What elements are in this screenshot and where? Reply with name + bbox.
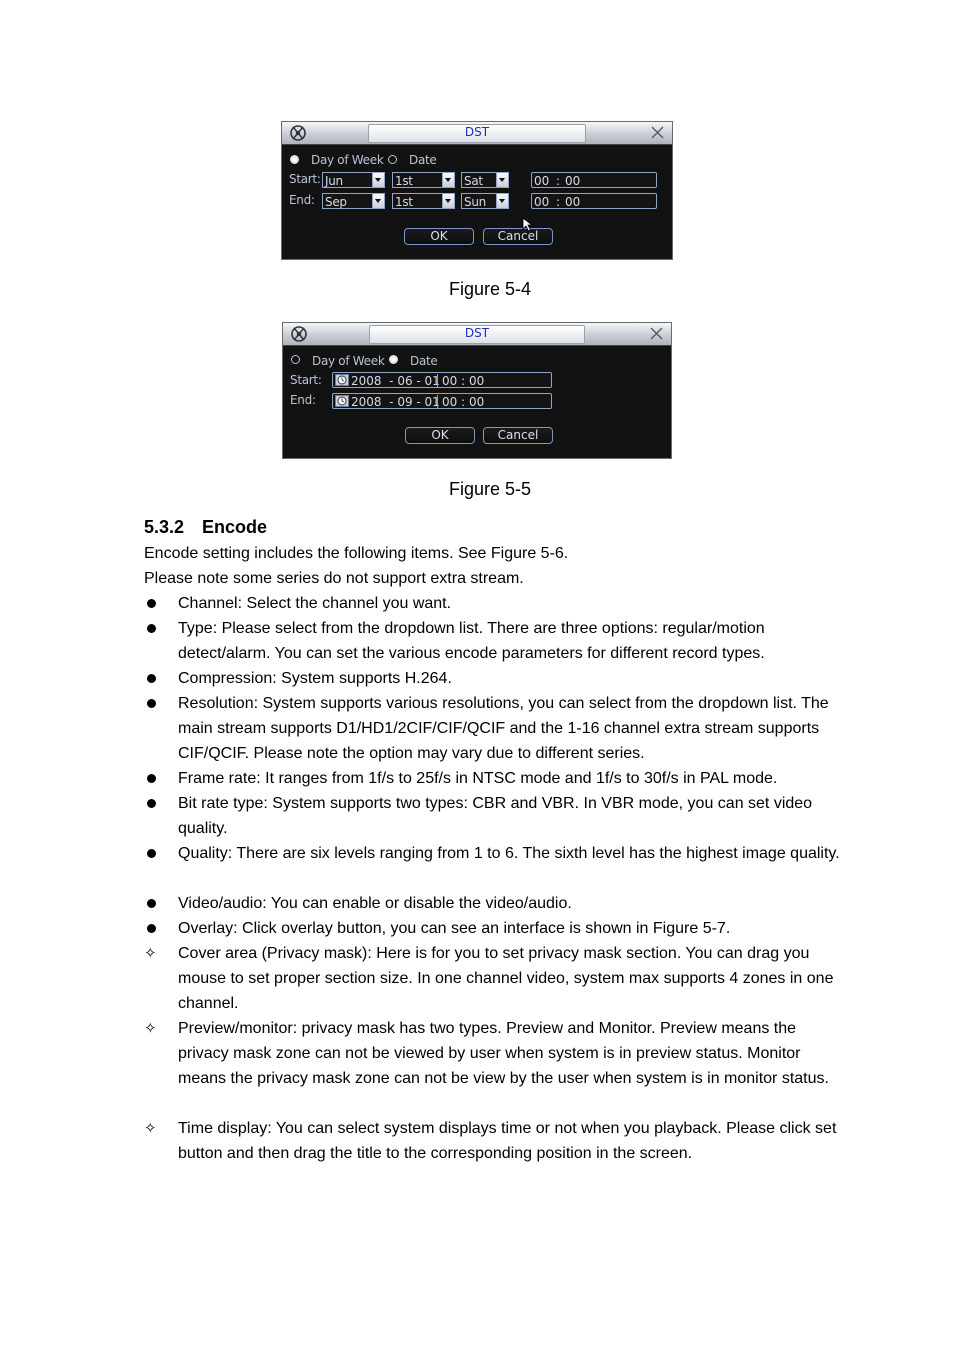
- end-minute[interactable]: 00: [565, 195, 581, 209]
- bullet-star-icon: ✧: [144, 1020, 157, 1037]
- start-datetime-field[interactable]: [332, 372, 552, 388]
- sub-list-item: Cover area (Privacy mask): Here is for you to set privacy mask section. You can drag you mouse to set proper section size. In one channel video, system max supports 4 zones in one channel.: [178, 945, 834, 1012]
- chevron-down-icon[interactable]: [442, 194, 454, 208]
- start-month-select[interactable]: Jun: [322, 172, 385, 188]
- radio-day-of-week[interactable]: [290, 155, 299, 164]
- cancel-button[interactable]: Cancel: [483, 427, 553, 444]
- dialog-title-bar: [283, 323, 671, 346]
- list-item: Bit rate type: System supports two types: CBR and VBR. In VBR mode, you can set video quality.: [178, 795, 813, 837]
- list-item: Quality: There are six levels ranging from 1 to 6. The sixth level has the highest image quality.: [178, 845, 840, 862]
- chevron-down-icon[interactable]: [496, 173, 508, 187]
- mouse-cursor-icon: [522, 217, 534, 233]
- ok-button[interactable]: OK: [405, 427, 475, 444]
- section-title: Encode: [202, 517, 268, 537]
- end-month-select[interactable]: Sep: [322, 193, 385, 209]
- cancel-button[interactable]: Cancel: [483, 228, 553, 245]
- chevron-down-icon[interactable]: [442, 173, 454, 187]
- sub-list-item: Time display: You can select system displays time or not when you playback. Please click set button and then drag the title to the corresponding position in the screen.: [178, 1120, 837, 1162]
- start-day-select[interactable]: Sat: [461, 172, 509, 188]
- close-icon[interactable]: [649, 326, 664, 341]
- sub-list-item: Preview/monitor: privacy mask has two types. Preview and Monitor. Preview means the privacy mask zone can not be viewed by user when system is in preview status. Monitor means the privacy mask zone can not be view by the user when system is in monitor status.: [178, 1020, 829, 1087]
- chevron-down-icon[interactable]: [496, 194, 508, 208]
- start-hour[interactable]: 00: [534, 174, 550, 188]
- end-label: End:: [290, 393, 316, 407]
- calendar-icon[interactable]: [335, 395, 349, 407]
- day-of-week-label: Day of Week: [312, 354, 385, 368]
- dialog-title-bar: [282, 122, 672, 145]
- bullet-dot-icon: [146, 691, 158, 716]
- bullet-dot-icon: [146, 841, 158, 866]
- end-time-field[interactable]: 00 : 00: [531, 193, 657, 209]
- end-datetime-field[interactable]: [332, 393, 552, 409]
- day-of-week-label: Day of Week: [311, 153, 384, 167]
- end-time-value[interactable]: 00 : 00: [437, 395, 484, 409]
- date-label: Date: [409, 153, 437, 167]
- radio-date[interactable]: [388, 155, 397, 164]
- start-label: Start:: [290, 373, 322, 387]
- chevron-down-icon[interactable]: [372, 173, 384, 187]
- list-item: Video/audio: You can enable or disable the video/audio.: [178, 895, 572, 912]
- end-week-select[interactable]: 1st: [392, 193, 455, 209]
- radio-day-of-week[interactable]: [291, 355, 300, 364]
- dialog-title: DST: [464, 326, 490, 340]
- start-minute[interactable]: 00: [565, 174, 581, 188]
- bullet-dot-icon: [146, 616, 158, 641]
- start-label: Start:: [289, 172, 321, 186]
- list-item: Compression: System supports H.264.: [178, 670, 452, 687]
- ok-button[interactable]: OK: [404, 228, 474, 245]
- section-number: 5.3.2: [144, 517, 185, 537]
- bullet-dot-icon: [146, 666, 158, 691]
- close-icon[interactable]: [650, 125, 665, 140]
- date-label: Date: [410, 354, 438, 368]
- bullet-dot-icon: [146, 791, 158, 816]
- bullet-dot-icon: [146, 916, 158, 941]
- figure-caption: Figure 5-5: [448, 479, 532, 499]
- list-item: Channel: Select the channel you want.: [178, 595, 452, 612]
- intro-paragraph: Encode setting includes the following items. See Figure 5-6.: [144, 545, 569, 562]
- end-label: End:: [289, 193, 315, 207]
- start-date-value[interactable]: 2008 - 06 - 01: [351, 374, 440, 388]
- figure-caption: Figure 5-4: [448, 279, 532, 299]
- bullet-dot-icon: [146, 891, 158, 916]
- radio-date[interactable]: [389, 355, 398, 364]
- chevron-down-icon[interactable]: [372, 194, 384, 208]
- list-item: Overlay: Click overlay button, you can see an interface is shown in Figure 5-7.: [178, 920, 731, 937]
- dst-dialog-day-of-week: [281, 121, 673, 260]
- bullet-dot-icon: [146, 766, 158, 791]
- start-time-field[interactable]: 00 : 00: [531, 172, 657, 188]
- start-week-select[interactable]: 1st: [392, 172, 455, 188]
- end-day-select[interactable]: Sun: [461, 193, 509, 209]
- bullet-star-icon: ✧: [144, 945, 157, 962]
- end-date-value[interactable]: 2008 - 09 - 01: [351, 395, 440, 409]
- dst-dialog-date: [282, 322, 672, 459]
- start-time-value[interactable]: 00 : 00: [437, 374, 484, 388]
- bullet-star-icon: ✧: [144, 1120, 157, 1137]
- end-hour[interactable]: 00: [534, 195, 550, 209]
- bullet-dot-icon: [146, 591, 158, 616]
- list-item: Resolution: System supports various resolutions, you can select from the dropdown list. The main stream supports D1/HD1/2CIF/CIF/QCIF and the 1-16 channel extra stream supports CIF/QCIF. Please note the option may vary due to different series.: [178, 695, 829, 762]
- intro-paragraph: Please note some series do not support extra stream.: [144, 570, 524, 587]
- section-heading: [144, 517, 267, 538]
- calendar-icon[interactable]: [335, 374, 349, 386]
- dialog-title: DST: [464, 125, 490, 139]
- list-item: Frame rate: It ranges from 1f/s to 25f/s in NTSC mode and 1f/s to 30f/s in PAL mode.: [178, 770, 778, 787]
- list-item: Type: Please select from the dropdown list. There are three options: regular/motion detect/alarm. You can set the various encode parameters for different record types.: [178, 620, 765, 662]
